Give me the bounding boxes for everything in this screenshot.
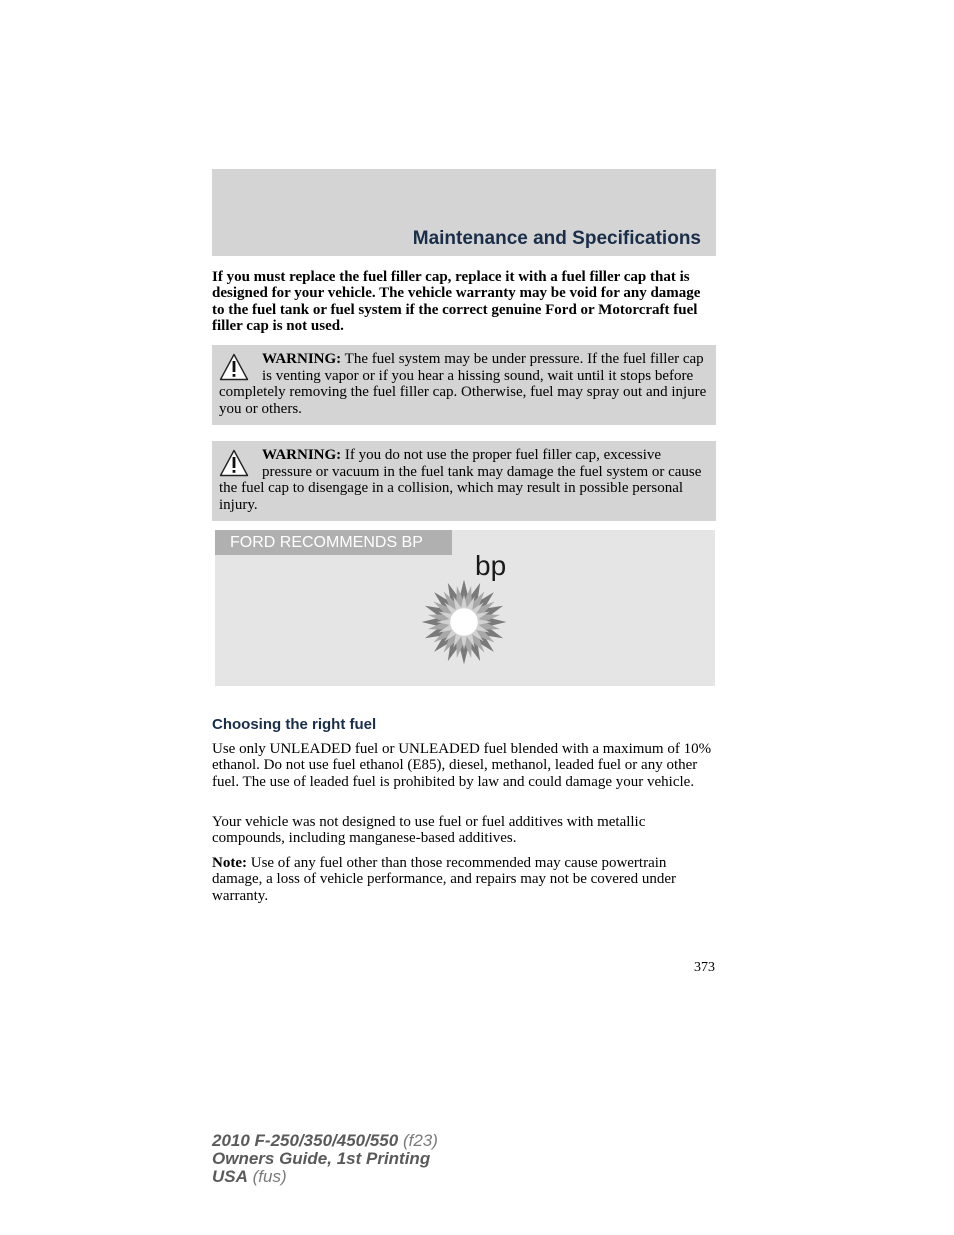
warning-label: WARNING:: [262, 351, 342, 367]
warning-text: The fuel system may be under pressure. If the fuel filler cap is venting vapor or if you hear a hissing sound, wait until it stops before completely removing the fuel filler cap. Otherwise, fuel may spray out and injure you or others.: [219, 351, 707, 417]
fuel-paragraph-additives: Your vehicle was not designed to use fuel or fuel additives with metallic compounds, including manganese-based additives.: [212, 814, 646, 847]
page-number: 373: [694, 960, 715, 975]
intro-paragraph: If you must replace the fuel filler cap, replace it with a fuel filler cap that is designed for your vehicle. The vehicle warranty may be void for any damage to the fuel tank or fuel system if the correct genuine Ford or Motorcraft fuel filler cap is not used.: [212, 269, 701, 334]
footer-line-region: [212, 1168, 438, 1186]
document-footer: [212, 1132, 438, 1186]
footer-line-model: [212, 1132, 438, 1150]
bp-logo-text: bp: [475, 550, 507, 581]
warning-box-filler-cap: [212, 441, 716, 521]
section-title: Choosing the right fuel: [212, 716, 377, 733]
warning-text: If you do not use the proper fuel filler cap, excessive pressure or vacuum in the fuel tank may damage the fuel system or cause the fuel cap to disengage in a collision, which may result in possible personal injury.: [219, 447, 702, 513]
section-header-band: [212, 169, 716, 256]
section-header-title: Maintenance and Specifications: [412, 228, 701, 249]
bp-helios-logo-icon: [418, 576, 510, 668]
footer-model-code: (f23): [402, 1131, 438, 1150]
bp-recommendation-panel: [215, 530, 715, 686]
footer-region: USA: [212, 1167, 248, 1186]
footer-printing: Owners Guide, 1st Printing: [212, 1149, 431, 1168]
footer-region-code: (fus): [252, 1167, 287, 1186]
warning-label: WARNING:: [262, 447, 342, 463]
bp-recommendation-tab: FORD RECOMMENDS BP: [215, 530, 452, 555]
note-text: Use of any fuel other than those recommended may cause powertrain damage, a loss of vehicle performance, and repairs may not be covered under warranty.: [212, 855, 676, 904]
warning-triangle-icon: [219, 449, 249, 477]
note-label: Note:: [212, 855, 247, 871]
footer-model: 2010 F-250/350/450/550: [212, 1131, 399, 1150]
warning-box-pressure: [212, 345, 716, 425]
note-paragraph: [212, 855, 716, 904]
fuel-paragraph-unleaded: Use only UNLEADED fuel or UNLEADED fuel blended with a maximum of 10% ethanol. Do not use fuel ethanol (E85), diesel, methanol, leaded fuel or any other fuel. The use of leaded fuel is prohibited by law and could damage your vehicle.: [212, 741, 712, 790]
warning-triangle-icon: [219, 353, 249, 381]
